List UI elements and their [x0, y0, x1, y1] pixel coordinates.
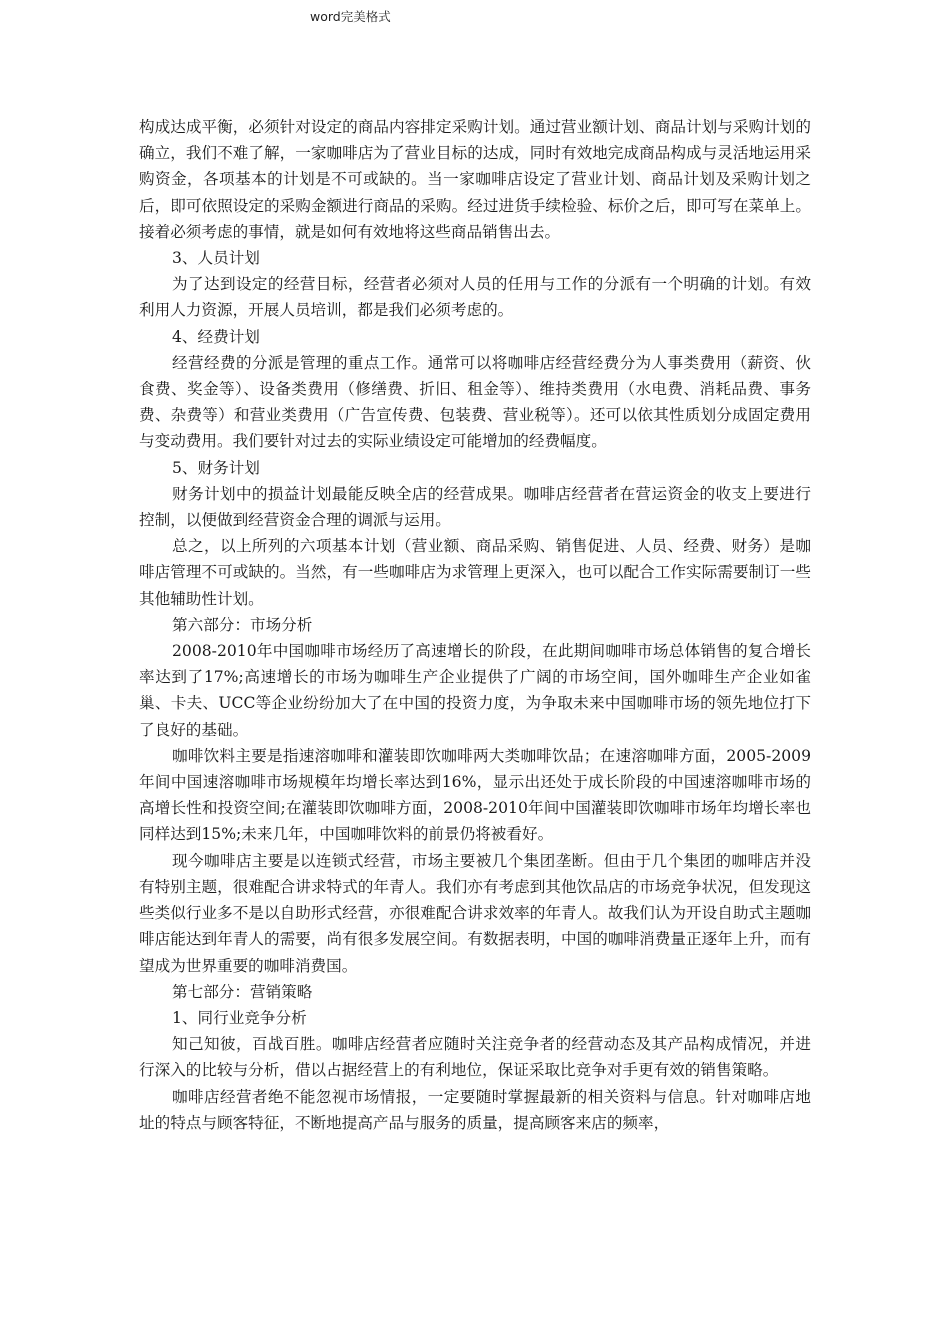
- document-body: [139, 114, 811, 1136]
- paragraph: 知己知彼，百战百胜。咖啡店经营者应随时关注竞争者的经营动态及其产品构成情况，并进行深入的比较与分析，借以占据经营上的有利地位，保证采取比竞争对手更有效的销售策略。: [139, 1035, 811, 1080]
- header-label: word完美格式: [310, 9, 391, 24]
- section-heading: 第六部分：市场分析: [172, 615, 313, 634]
- paragraph: 咖啡饮料主要是指速溶咖啡和灌装即饮咖啡两大类咖啡饮品；在速溶咖啡方面，2005-2009年间中国速溶咖啡市场规模年均增长率达到16%，显示出还处于成长阶段的中国速溶咖啡市场的高增长性和投资空间;在灌装即饮咖啡方面，2008-2010年间中国灌装即饮咖啡市场年均增长率也同样达到15%;未来几年，中国咖啡饮料的前景仍将被看好。: [139, 746, 811, 844]
- paragraph: 经营经费的分派是管理的重点工作。通常可以将咖啡店经营经费分为人事类费用（薪资、伙食费、奖金等）、设备类费用（修缮费、折旧、租金等）、维持类费用（水电费、消耗品费、事务费、杂费等）和营业类费用（广告宣传费、包装费、营业税等）。还可以依其性质划分成固定费用与变动费用。我们要针对过去的实际业绩设定可能增加的经费幅度。: [139, 353, 811, 451]
- page-header: [310, 8, 400, 25]
- section-heading: 5、财务计划: [172, 458, 260, 477]
- section-heading: 第七部分：营销策略: [172, 982, 313, 1001]
- section-heading: 4、经费计划: [172, 327, 260, 346]
- paragraph: 现今咖啡店主要是以连锁式经营，市场主要被几个集团垄断。但由于几个集团的咖啡店并没有特别主题，很难配合讲求特式的年青人。我们亦有考虑到其他饮品店的市场竞争状况，但发现这些类似行业多不是以自助形式经营，亦很难配合讲求效率的年青人。故我们认为开设自助式主题咖啡店能达到年青人的需要，尚有很多发展空间。有数据表明，中国的咖啡消费量正逐年上升，而有望成为世界重要的咖啡消费国。: [139, 851, 811, 975]
- section-heading: 1、同行业竞争分析: [172, 1008, 307, 1027]
- paragraph: 咖啡店经营者绝不能忽视市场情报，一定要随时掌握最新的相关资料与信息。针对咖啡店地址的特点与顾客特征，不断地提高产品与服务的质量，提高顾客来店的频率，: [139, 1087, 811, 1132]
- section-heading: 3、人员计划: [172, 249, 260, 268]
- paragraph: 构成达成平衡，必须针对设定的商品内容排定采购计划。通过营业额计划、商品计划与采购计划的确立，我们不难了解，一家咖啡店为了营业目标的达成，同时有效地完成商品构成与灵活地运用采购资金，各项基本的计划是不可或缺的。当一家咖啡店设定了营业计划、商品计划及采购计划之后，即可依照设定的采购金额进行商品的采购。经过进货手续检验、标价之后，即可写在菜单上。接着必须考虑的事情，就是如何有效地将这些商品销售出去。: [139, 118, 811, 241]
- paragraph: 2008-2010年中国咖啡市场经历了高速增长的阶段，在此期间咖啡市场总体销售的复合增长率达到了17%;高速增长的市场为咖啡生产企业提供了广阔的市场空间，国外咖啡生产企业如雀巢、卡夫、UCC等企业纷纷加大了在中国的投资力度，为争取未来中国咖啡市场的领先地位打下了良好的基础。: [139, 642, 811, 739]
- paragraph: 总之，以上所列的六项基本计划（营业额、商品采购、销售促进、人员、经费、财务）是咖啡店管理不可或缺的。当然，有一些咖啡店为求管理上更深入，也可以配合工作实际需要制订一些其他辅助性计划。: [139, 537, 811, 608]
- paragraph: 财务计划中的损益计划最能反映全店的经营成果。咖啡店经营者在营运资金的收支上要进行控制，以便做到经营资金合理的调派与运用。: [139, 484, 811, 530]
- paragraph: 为了达到设定的经营目标，经营者必须对人员的任用与工作的分派有一个明确的计划。有效利用人力资源，开展人员培训，都是我们必须考虑的。: [139, 275, 811, 320]
